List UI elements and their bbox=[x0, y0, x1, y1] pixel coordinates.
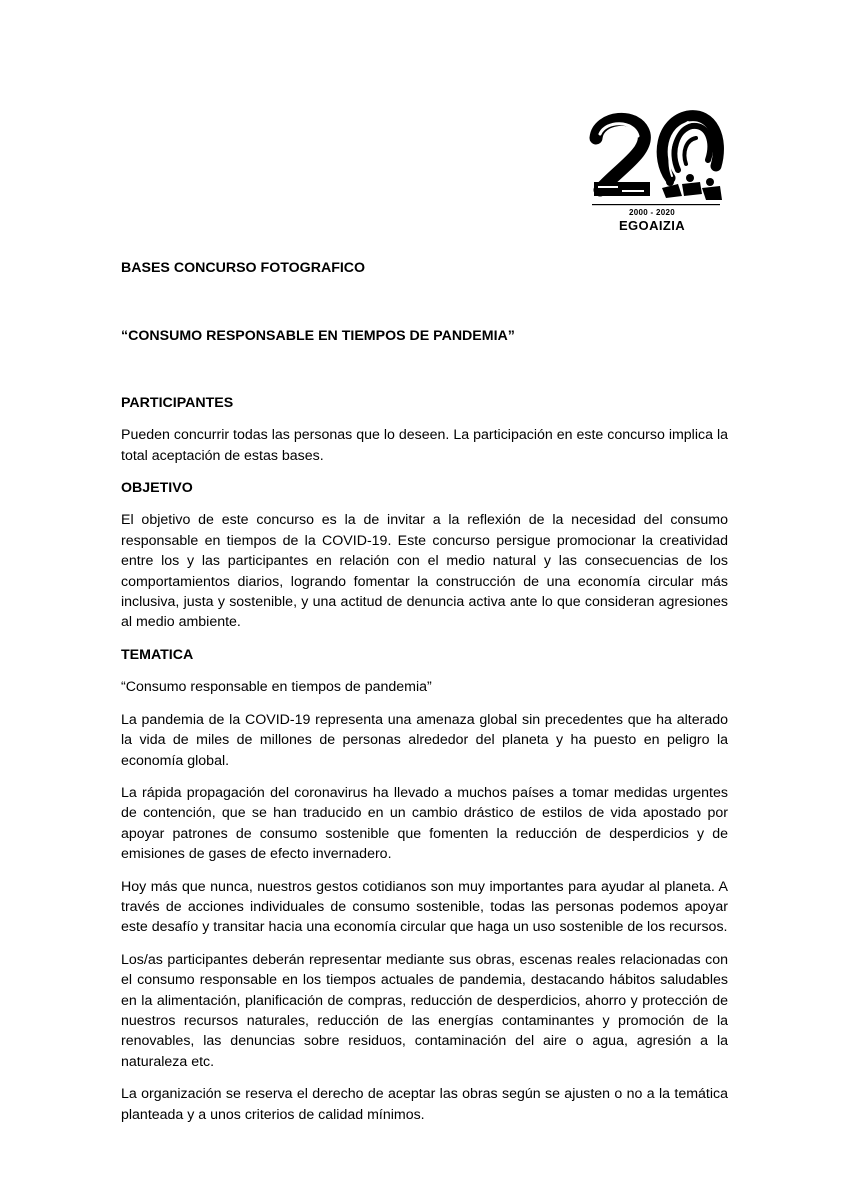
section-heading-participantes: PARTICIPANTES bbox=[121, 394, 234, 411]
tematica-paragraph-1: La pandemia de la COVID-19 representa una amenaza global sin precedentes que ha alterado la vida de miles de millones de personas alrededor del planeta y ha puesto en peligro la economía global. bbox=[121, 711, 728, 769]
logo-brush-20-graphic bbox=[586, 108, 726, 208]
tematica-paragraph-4: Los/as participantes deberán representar mediante sus obras, escenas reales relacionadas con el consumo responsable en los tiempos actuales de pandemia, destacando hábitos saludables en la alimentación, planificación de compras, reducción de desperdicios, ahorro y protección de nuestros recursos naturales, reducción de las energías contaminantes y promoción de la renovables, las denuncias sobre residuos, contaminación del aire o agua, agresión a la naturaleza etc. bbox=[121, 951, 728, 1070]
section-heading-objetivo: OBJETIVO bbox=[121, 480, 193, 497]
participantes-paragraph: Pueden concurrir todas las personas que lo deseen. La participación en este concurso implica la total aceptación de estas bases. bbox=[121, 427, 728, 464]
logo-years-label: 2000 - 2020 bbox=[628, 208, 675, 217]
document-title: BASES CONCURSO FOTOGRAFICO bbox=[121, 260, 366, 276]
tematica-paragraph-5: La organización se reserva el derecho de aceptar las obras según se ajusten o no a la temática planteada y a unos criterios de calidad mínimos. bbox=[121, 1086, 728, 1123]
section-heading-tematica: TEMATICA bbox=[121, 646, 194, 663]
objetivo-paragraph: El objetivo de este concurso es la de invitar a la reflexión de la necesidad del consumo responsable en tiempos de la COVID-19. Este concurso persigue promocionar la creatividad entre los y las participantes en relación con el medio natural y las consecuencias de los comportamientos diarios, logrando fomentar la construcción de una economía circular más inclusiva, justa y sostenible, y una actitud de denuncia activa ante lo que consideran agresiones al medio ambiente. bbox=[121, 512, 728, 631]
tematica-paragraph-2: La rápida propagación del coronavirus ha llevado a muchos países a tomar medidas urgentes de contención, que se han traducido en un cambio drástico de estilos de vida apostado por apoyar patrones de consumo sostenible que fomenten la reducción de desperdicios y de emisiones de gases de efecto invernadero. bbox=[121, 784, 728, 863]
tematica-paragraph-3: Hoy más que nunca, nuestros gestos cotidianos son muy importantes para ayudar al planeta. A través de acciones individuales de consumo sostenible, todas las personas podemos apoyar este desafío y transitar hacia una economía circular que haga un uso sostenible de los recursos. bbox=[121, 878, 728, 936]
logo-name-label: EGOAIZIA bbox=[618, 218, 686, 233]
egoaizia-anniversary-logo bbox=[586, 108, 736, 234]
document-body bbox=[121, 258, 728, 1125]
document-subtitle: “CONSUMO RESPONSABLE EN TIEMPOS DE PANDEMIA” bbox=[121, 328, 515, 345]
tematica-quote: “Consumo responsable en tiempos de pandemia” bbox=[121, 679, 432, 696]
